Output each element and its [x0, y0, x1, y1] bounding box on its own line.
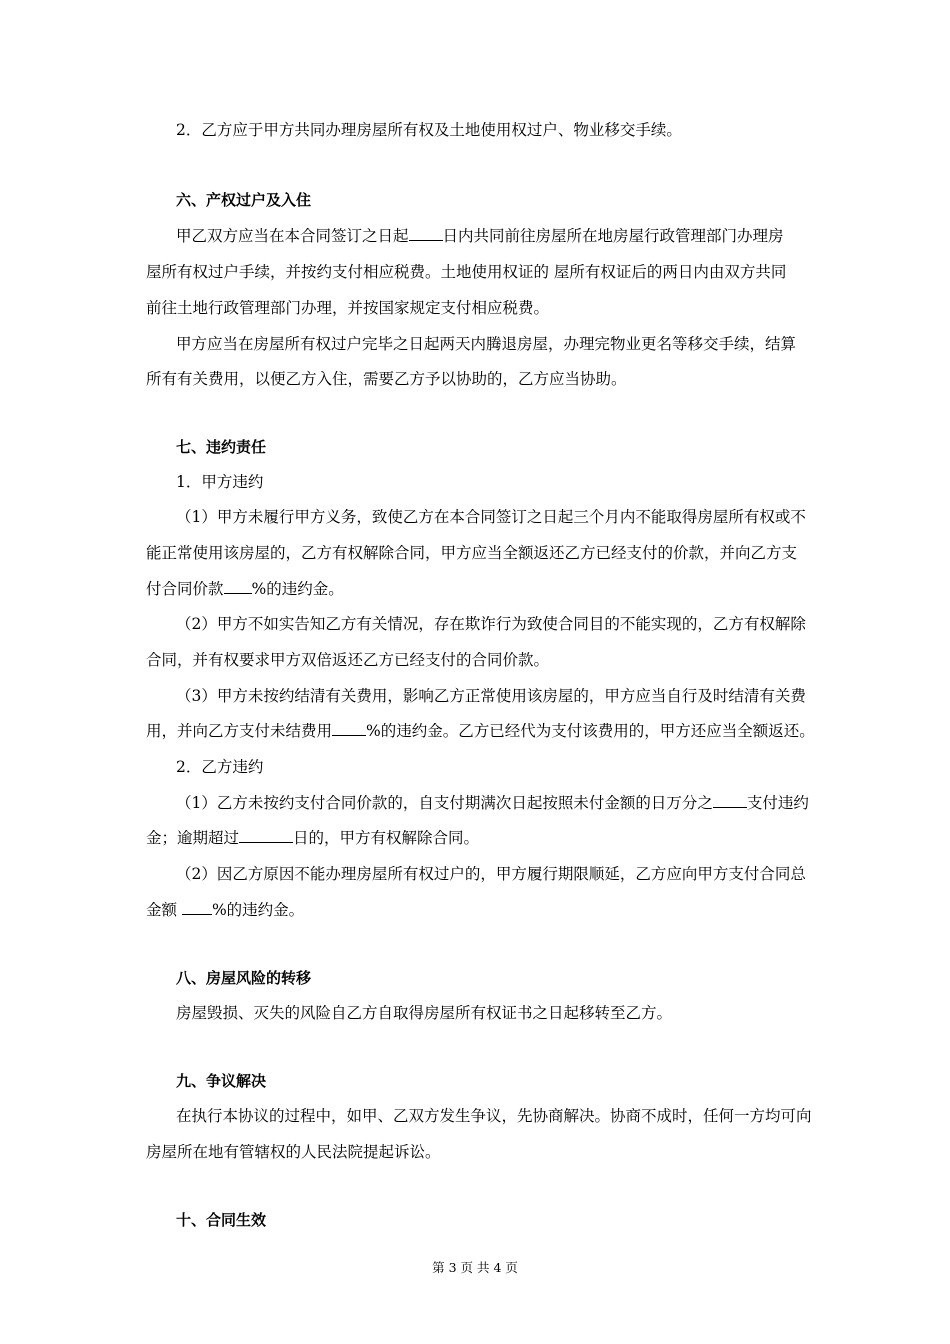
blank-ratio [713, 793, 747, 808]
para7-2b-line2 [146, 898, 814, 920]
heading-section9: 九、争议解决 [176, 1072, 267, 1090]
para7-2a-line2-post: 日的，甲方有权解除合同。 [293, 829, 480, 847]
para6a-line1-pre: 甲乙双方应当在本合同签订之日起 [176, 227, 409, 245]
para7-1b-line1: （2）甲方不如实告知乙方有关情况，存在欺诈行为致使合同目的不能实现的，乙方有权解除 [176, 615, 806, 633]
para7-2a-line2-pre: 金；逾期超过 [146, 829, 240, 847]
para7-1c-line2-post: %的违约金。乙方已经代为支付该费用的，甲方还应当全额返还。 [366, 722, 815, 740]
blank-overdue-days [239, 828, 293, 843]
section7-sub1: 1．甲方违约 [176, 473, 264, 491]
para6a-line3: 前往土地行政管理部门办理，并按国家规定支付相应税费。 [146, 299, 550, 317]
para6a-line1 [176, 224, 844, 246]
para6a-line1-post: 日内共同前往房屋所在地房屋行政管理部门办理房 [442, 227, 784, 245]
section5-item2: 2．乙方应于甲方共同办理房屋所有权及土地使用权过户、物业移交手续。 [176, 121, 682, 139]
heading-section8: 八、房屋风险的转移 [176, 969, 312, 987]
para8: 房屋毁损、灭失的风险自乙方自取得房屋所有权证书之日起移转至乙方。 [176, 1004, 673, 1022]
para7-2a-line1-post: 支付违约 [746, 794, 809, 812]
para9-line2: 房屋所在地有管辖权的人民法院提起诉讼。 [146, 1143, 441, 1161]
para7-1b-line2: 合同，并有权要求甲方双倍返还乙方已经支付的合同价款。 [146, 651, 550, 669]
para7-1a-line1: （1）甲方未履行甲方义务，致使乙方在本合同签订之日起三个月内不能取得房屋所有权或不 [176, 508, 806, 526]
para7-2a-line2 [146, 826, 814, 848]
para7-1c-line2 [146, 719, 814, 741]
para7-2b-line2-post: %的违约金。 [211, 901, 305, 919]
section7-sub2: 2．乙方违约 [176, 758, 264, 776]
para7-2a-line1-pre: （1）乙方未按约支付合同价款的，自支付期满次日起按照未付金额的日万分之 [176, 794, 713, 812]
para7-2b-line2-pre: 金额 [146, 901, 182, 919]
para6a-line2: 屋所有权过户手续，并按约支付相应税费。土地使用权证的 屋所有权证后的两日内由双方共同 [146, 263, 787, 281]
page-footer: 第 3 页 共 4 页 [432, 1260, 518, 1275]
para6b-line1: 甲方应当在房屋所有权过户完毕之日起两天内腾退房屋，办理完物业更名等移交手续，结算 [176, 335, 797, 353]
heading-section10: 十、合同生效 [176, 1211, 267, 1229]
para7-1c-line1: （3）甲方未按约结清有关费用，影响乙方正常使用该房屋的，甲方应当自行及时结清有关费 [176, 687, 806, 705]
heading-section7: 七、违约责任 [176, 438, 267, 456]
para6b-line2: 所有有关费用，以便乙方入住，需要乙方予以协助的，乙方应当协助。 [146, 370, 627, 388]
para7-1a-line3-pre: 付合同价款 [146, 580, 224, 598]
blank-percent-3 [182, 900, 212, 915]
para7-1c-line2-pre: 用，并向乙方支付未结费用 [146, 722, 333, 740]
para7-1a-line3 [146, 577, 814, 599]
blank-percent-2 [332, 721, 366, 736]
heading-section6: 六、产权过户及入住 [176, 191, 312, 209]
para7-1a-line3-post: %的违约金。 [251, 580, 344, 598]
para7-1a-line2: 能正常使用该房屋的，乙方有权解除合同，甲方应当全额返还乙方已经支付的价款，并向乙方支 [146, 544, 798, 562]
para7-2a-line1 [176, 791, 844, 813]
para7-2b-line1: （2）因乙方原因不能办理房屋所有权过户的，甲方履行期限顺延，乙方应向甲方支付合同总 [176, 865, 806, 883]
para9-line1: 在执行本协议的过程中，如甲、乙双方发生争议，先协商解决。协商不成时，任何一方均可向 [176, 1107, 812, 1125]
blank-percent-1 [224, 579, 252, 594]
blank-days [409, 226, 443, 241]
